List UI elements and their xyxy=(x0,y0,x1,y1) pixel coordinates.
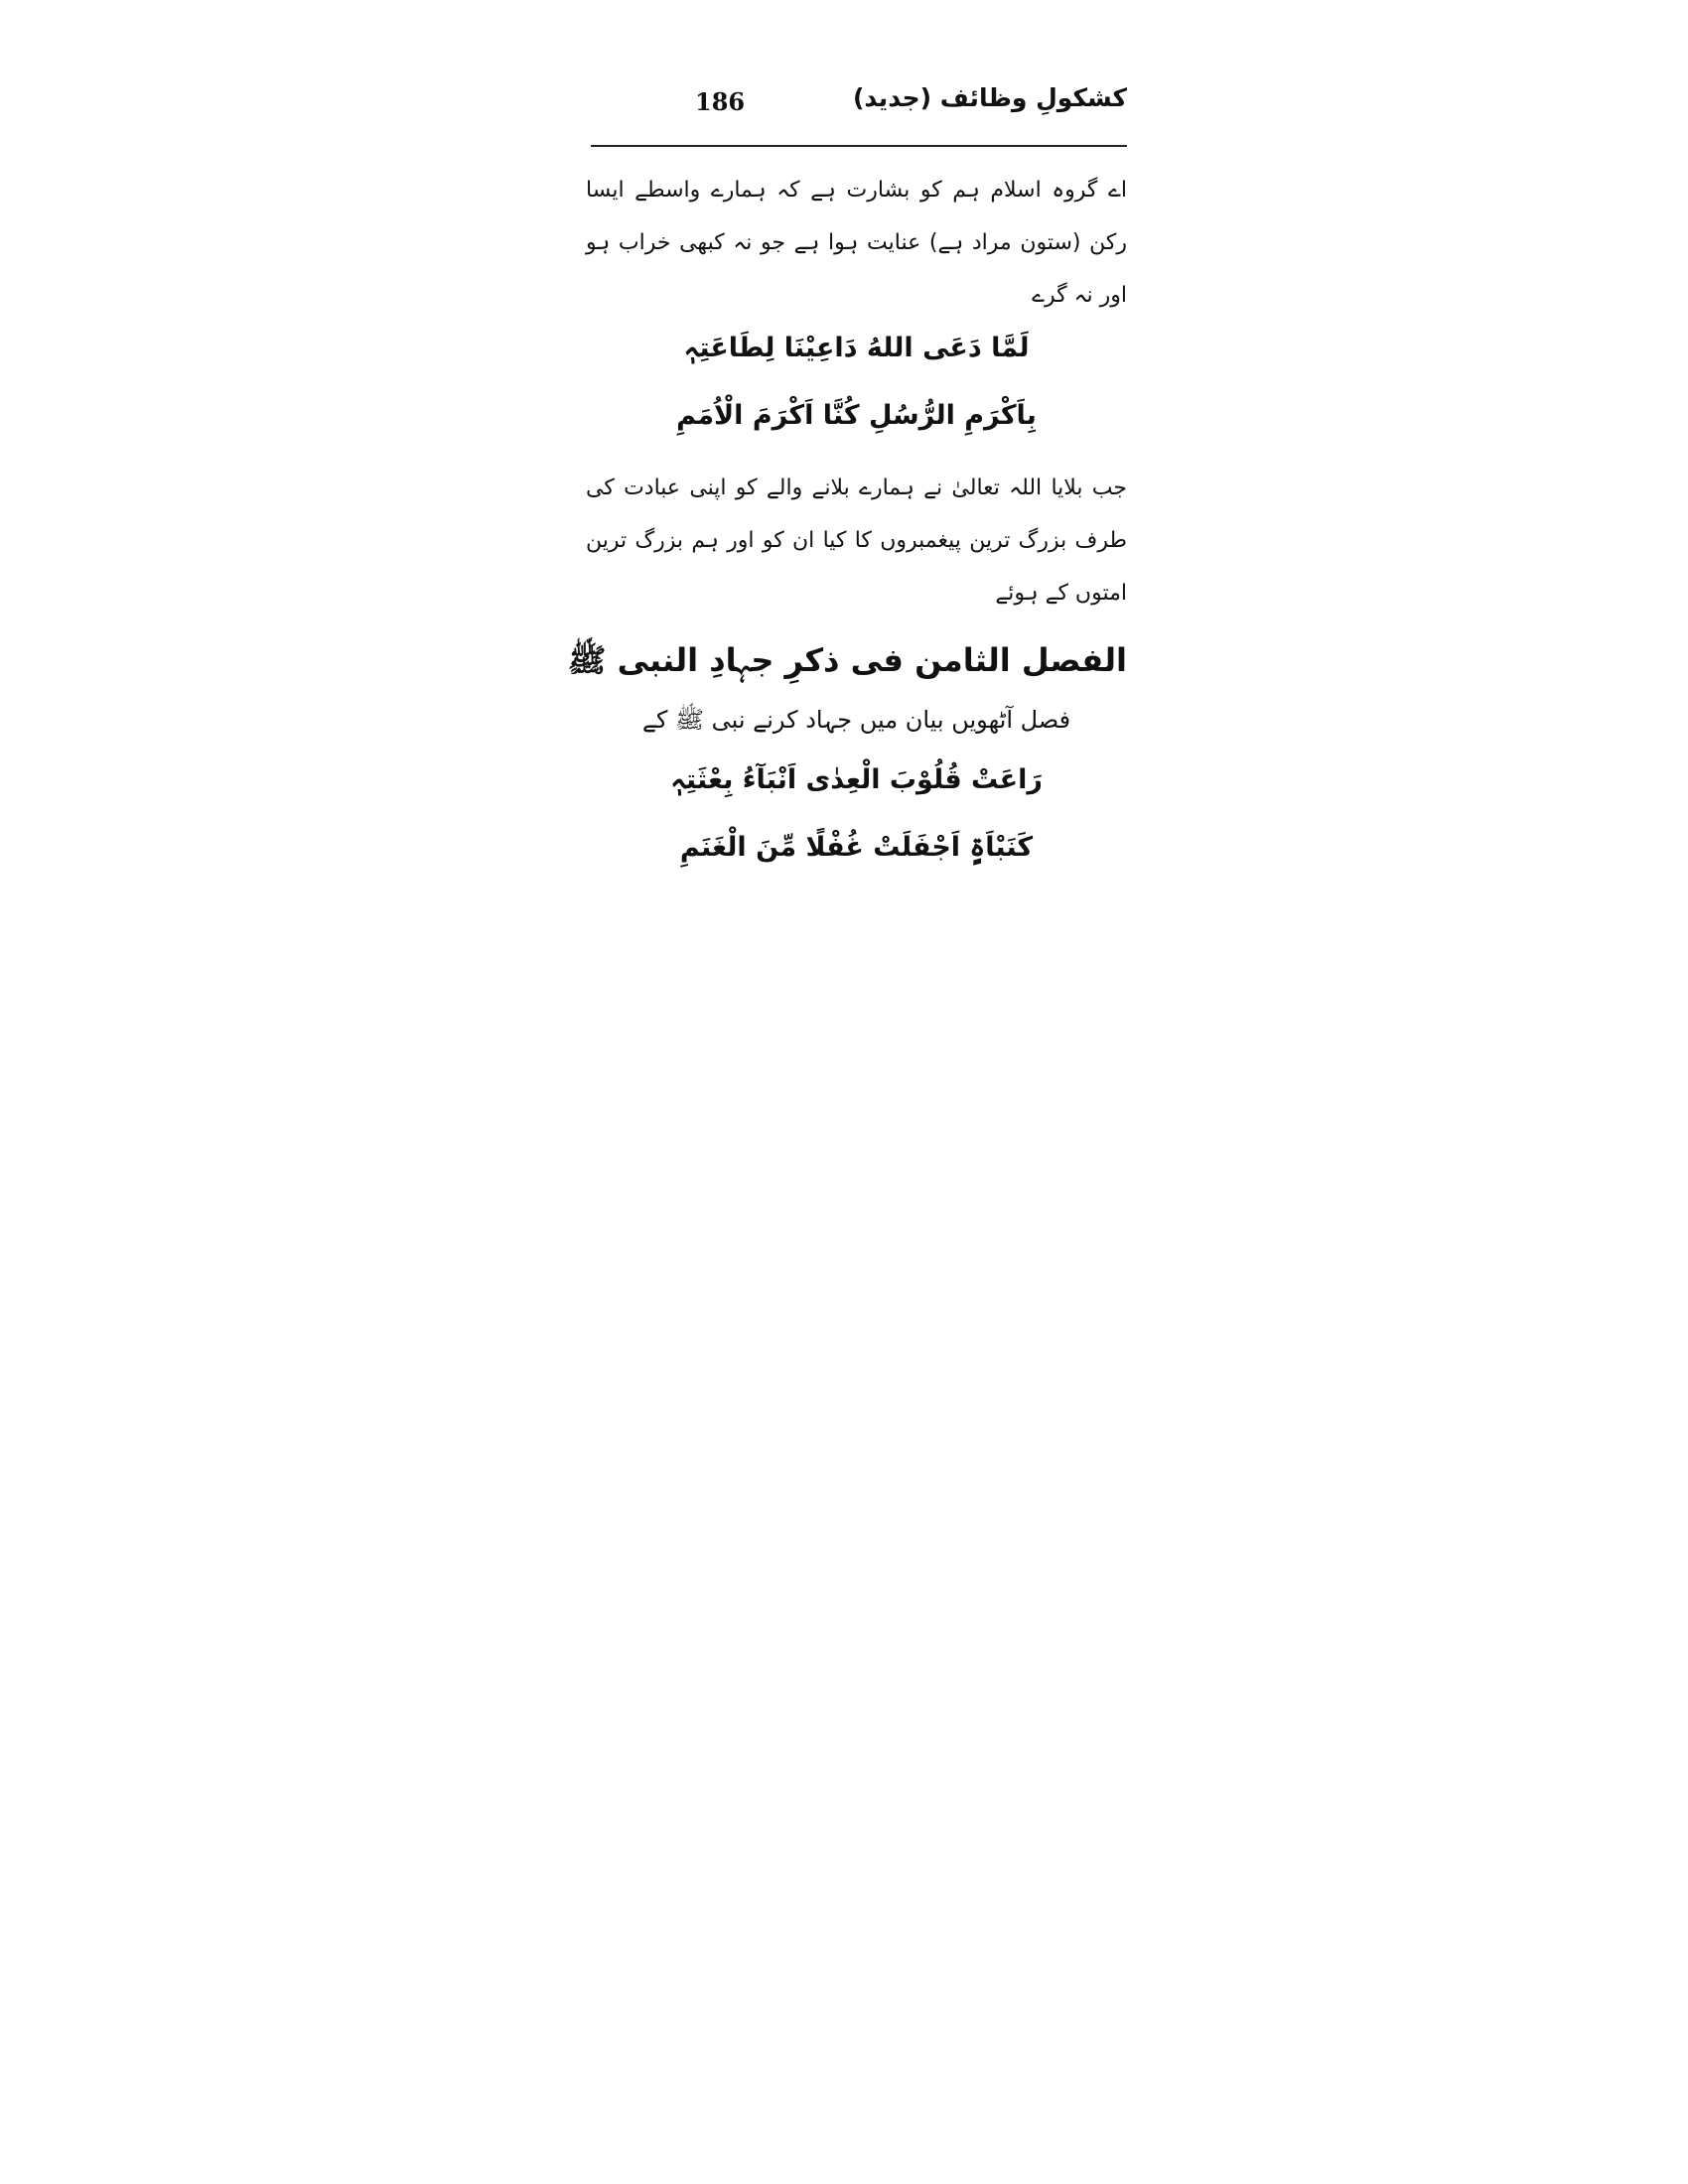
arabic-verse-1: لَمَّا دَعَی اللهُ دَاعِیْنَا لِطَاعَتِہٖ xyxy=(683,333,1030,363)
section-heading: الفصل الثامن فی ذکرِ جہادِ النبی ﷺ xyxy=(567,641,1127,679)
book-title: کشکولِ وظائف (جدید) xyxy=(852,83,1127,112)
arabic-verse-2: بِاَکْرَمِ الرُّسُلِ کُنَّا اَکْرَمَ الْاُمَمِ xyxy=(676,400,1037,431)
header-divider xyxy=(591,145,1127,147)
page-number: 186 xyxy=(695,87,746,116)
page-column xyxy=(567,69,1127,863)
translation-paragraph-1: اے گروہ اسلام ہم کو بشارت ہے کہ ہمارے واسطے ایسا رکن (ستون مراد ہے) عنایت ہوا ہے جو نہ کبھی خراب ہو اور نہ گرے xyxy=(586,178,1127,308)
page-header xyxy=(586,69,1127,127)
arabic-verse-3: رَاعَتْ قُلُوْبَ الْعِدٰی اَنْبَآءُ بِعْثَتِہٖ xyxy=(670,764,1043,795)
arabic-verse-4: کَنَبْاَۃٍ اَجْفَلَتْ غُفْلًا مِّنَ الْغَنَمِ xyxy=(679,832,1034,863)
section-subheading: فصل آٹھویں بیان میں جہاد کرنے نبی ﷺ کے xyxy=(641,706,1071,734)
translation-paragraph-2: جب بلایا اللہ تعالیٰ نے ہمارے بلانے والے کو اپنی عبادت کی طرف بزرگ ترین پیغمبروں کا کیا ان کو اور ہم بزرگ ترین امتوں کے ہوئے xyxy=(586,476,1127,606)
